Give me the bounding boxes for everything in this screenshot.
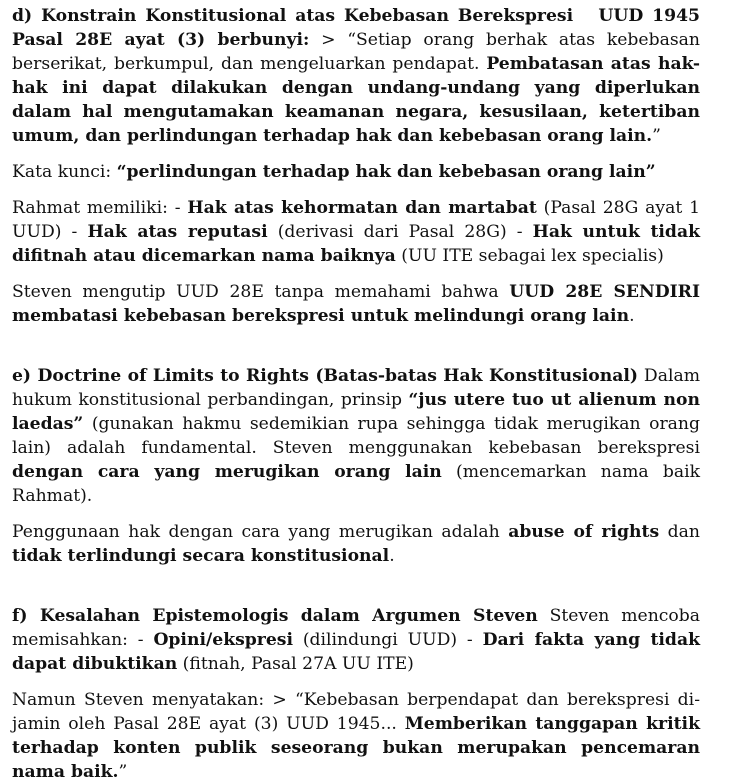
section-e-paragraph — [12, 364, 700, 508]
document-body — [12, 4, 700, 784]
section-f-bold-2: Dari fakta yang tidak dapat dibuktikan — [12, 630, 700, 674]
section-f-paragraph — [12, 604, 700, 676]
section-f-heading: f) Kesalahan Epistemologis dalam Argumen Steven — [12, 606, 538, 626]
section-e-latin: “jus utere tuo ut alienum non laedas” — [12, 390, 700, 434]
section-d-quote-open: > “Setiap orang berhak atas kebebasan berserikat, berkumpul, dan mengeluarkan pendapat. — [12, 30, 700, 74]
section-d-paragraph — [12, 4, 700, 148]
section-d-quote-bold: Pembatasan atas hak-hak ini dapat dilakukan dengan undang-undang yang diperlukan dalam hal mengutamakan keamanan negara, kesusilaan, ketertiban umum, dan perlindungan terhadap hak dan kebebasan orang lain. — [12, 54, 700, 146]
section-e-text-2: (gunakan hakmu sedemikian rupa sehingga tidak merugikan orang lain) adalah fundamental. Steven menggunakan kebebasan berekspresi — [12, 414, 700, 458]
abuse-text-2: dan — [659, 522, 700, 542]
section-e-text-1: Dalam hukum konstitusional perbandingan, prinsip — [12, 366, 700, 410]
quote-bold: Memberikan tanggapan kritik terhadap konten publik seseorang bukan merupakan pencemaran nama baik. — [12, 714, 700, 782]
section-e-text-3: (mencemarkan nama baik Rahmat). — [12, 462, 700, 506]
section-d-heading: d) Konstrain Konstitusional atas Kebebasan Berekspresi — [12, 6, 574, 26]
section-d-keyword — [12, 160, 700, 184]
abuse-text: Penggunaan hak dengan cara yang merugikan adalah — [12, 522, 509, 542]
steven-end: . — [629, 306, 635, 326]
right-2: Hak atas reputasi — [87, 222, 268, 242]
section-d-steven — [12, 280, 700, 328]
right-1-note: (Pasal 28G ayat 1 UUD) - — [12, 198, 701, 242]
right-3-note: (UU ITE sebagai lex specialis) — [395, 246, 664, 266]
abuse-bold-2: tidak terlindungi secara konstitusional — [12, 546, 390, 566]
section-f-text-2: (dilindungi UUD) - — [293, 630, 483, 650]
section-d-rights — [12, 196, 700, 268]
section-e-bold-2: dengan cara yang merugikan orang lain — [12, 462, 442, 482]
abuse-end: . — [389, 546, 395, 566]
section-e-heading: e) Doctrine of Limits to Rights (Batas-batas Hak Konstitusional) — [12, 366, 639, 386]
keyword-value: “perlindungan terhadap hak dan kebebasan orang lain” — [116, 162, 656, 182]
section-f-bold-1: Opini/ekspresi — [153, 630, 293, 650]
section-d-intro: UUD 1945 Pasal 28E ayat (3) berbunyi: — [12, 6, 700, 50]
section-f-text-1: Steven mencoba memisahkan: - — [12, 606, 700, 650]
abuse-bold: abuse of rights — [508, 522, 660, 542]
section-f-quote — [12, 688, 700, 784]
right-1: Hak atas kehormatan dan martabat — [187, 198, 537, 218]
quote-end: ” — [118, 762, 128, 782]
rahmat-intro: Rahmat memiliki: - — [12, 198, 188, 218]
section-e-abuse — [12, 520, 700, 568]
section-f-text-3: (fitnah, Pasal 27A UU ITE) — [177, 654, 414, 674]
steven-text: Steven mengutip UUD 28E tanpa memahami bahwa — [12, 282, 510, 302]
right-2-note: (derivasi dari Pasal 28G) - — [267, 222, 533, 242]
quote-text: Namun Steven menyatakan: > “Kebebasan berpendapat dan berekspresi dijamin oleh Pasal 28E ayat (3) UUD 1945... — [12, 690, 700, 734]
keyword-label: Kata kunci: — [12, 162, 117, 182]
right-3: Hak untuk tidak difitnah atau dicemarkan nama baiknya — [12, 222, 700, 266]
steven-bold: UUD 28E SENDIRI membatasi kebebasan berekspresi untuk melindungi orang lain — [12, 282, 700, 326]
section-d-quote-close: ” — [652, 126, 661, 146]
